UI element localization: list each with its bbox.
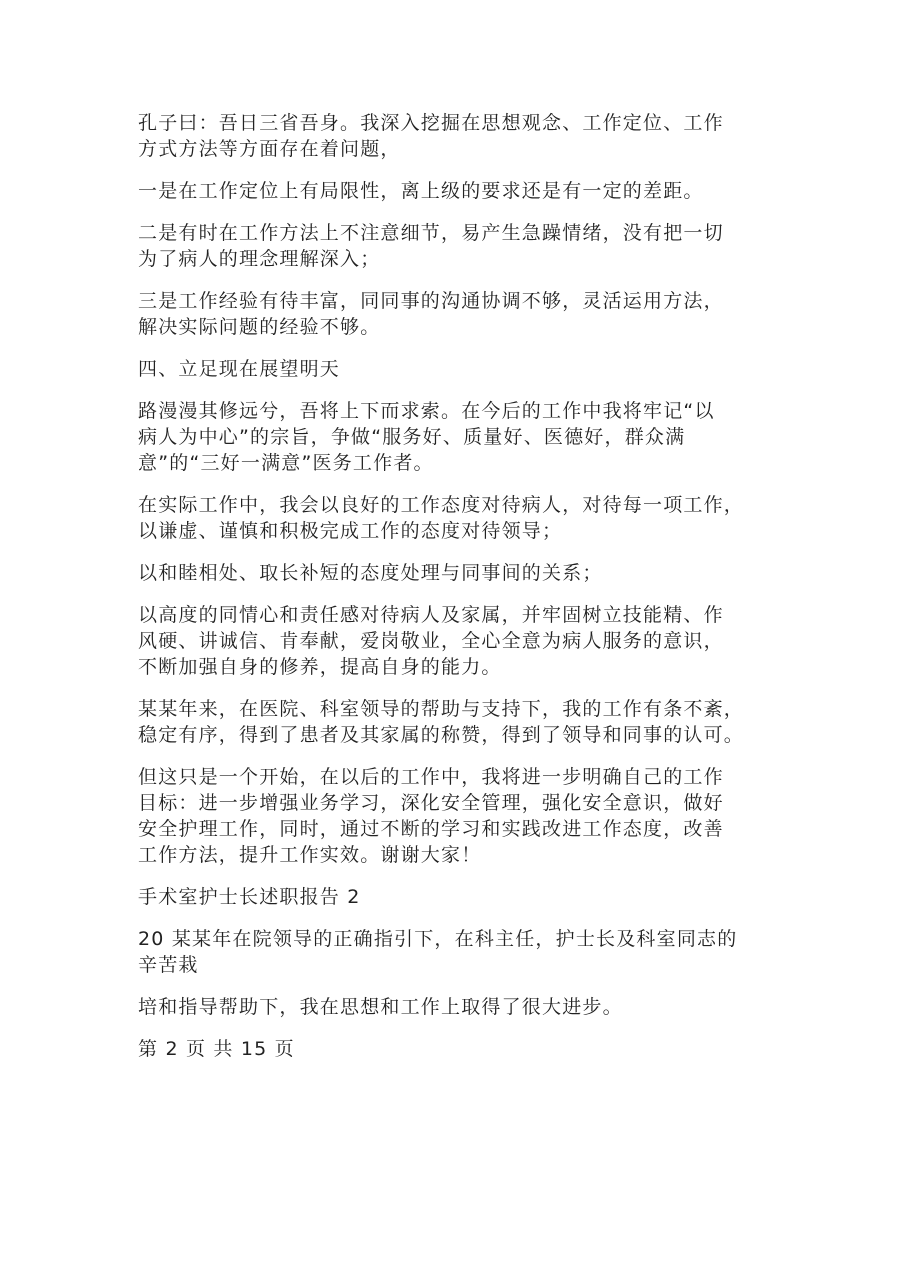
text-line: 辛苦栽 — [138, 954, 199, 976]
paragraph — [138, 398, 778, 476]
paragraph — [138, 764, 778, 868]
document-body — [138, 110, 778, 1020]
paragraph — [138, 696, 778, 748]
text-line: 但这只是一个开始，在以后的工作中，我将进一步明确自己的工作 — [138, 766, 724, 788]
paragraph — [138, 492, 778, 544]
paragraph — [138, 288, 778, 340]
document-page — [138, 110, 778, 1062]
page-number: 第 2 页 共 15 页 — [138, 1038, 295, 1060]
text-line: 以高度的同情心和责任感对待病人及家属，并牢固树立技能精、作 — [138, 604, 724, 626]
text-line: 不断加强自身的修养，提高自身的能力。 — [138, 656, 502, 678]
text-line: 安全护理工作，同时，通过不断的学习和实践改进工作态度，改善 — [138, 818, 724, 840]
text-line: 二是有时在工作方法上不注意细节，易产生急躁情绪，没有把一切 — [138, 222, 724, 244]
text-line: 意”的“三好一满意”医务工作者。 — [138, 452, 434, 474]
text-line: 工作方法，提升工作实效。谢谢大家！ — [138, 844, 482, 866]
text-line: 孔子曰：吾日三省吾身。我深入挖掘在思想观念、工作定位、工作 — [138, 112, 724, 134]
text-line: 四、立足现在展望明天 — [138, 358, 341, 380]
text-line: 解决实际问题的经验不够。 — [138, 316, 381, 338]
text-line: 以谦虚、谨慎和积极完成工作的态度对待领导； — [138, 520, 563, 542]
paragraph — [138, 926, 778, 978]
paragraph — [138, 602, 778, 680]
text-line: 培和指导帮助下，我在思想和工作上取得了很大进步。 — [138, 996, 623, 1018]
paragraph — [138, 110, 778, 162]
text-line: 一是在工作定位上有局限性，离上级的要求还是有一定的差距。 — [138, 180, 704, 202]
text-line: 某某年来，在医院、科室领导的帮助与支持下，我的工作有条不紊， — [138, 698, 745, 720]
text-line: 稳定有序，得到了患者及其家属的称赞，得到了领导和同事的认可。 — [138, 724, 745, 746]
text-line: 为了病人的理念理解深入； — [138, 248, 381, 270]
text-line: 以和睦相处、取长补短的态度处理与同事间的关系； — [138, 562, 603, 584]
text-line: 三是工作经验有待丰富，同同事的沟通协调不够，灵活运用方法， — [138, 290, 724, 312]
text-line: 目标：进一步增强业务学习，深化安全管理，强化安全意识，做好 — [138, 792, 724, 814]
paragraph — [138, 884, 778, 910]
paragraph — [138, 178, 778, 204]
text-line: 20 某某年在院领导的正确指引下，在科主任，护士长及科室同志的 — [138, 928, 738, 950]
paragraph — [138, 994, 778, 1020]
paragraph — [138, 560, 778, 586]
text-line: 风硬、讲诚信、肯奉献，爱岗敬业，全心全意为病人服务的意识， — [138, 630, 724, 652]
text-line: 在实际工作中，我会以良好的工作态度对待病人，对待每一项工作， — [138, 494, 745, 516]
text-line: 方式方法等方面存在着问题， — [138, 138, 401, 160]
paragraph — [138, 356, 778, 382]
text-line: 路漫漫其修远兮，吾将上下而求索。在今后的工作中我将牢记“以 — [138, 400, 715, 422]
text-line: 手术室护士长述职报告 2 — [138, 886, 361, 908]
text-line: 病人为中心”的宗旨，争做“服务好、质量好、医德好，群众满 — [138, 426, 686, 448]
paragraph — [138, 220, 778, 272]
